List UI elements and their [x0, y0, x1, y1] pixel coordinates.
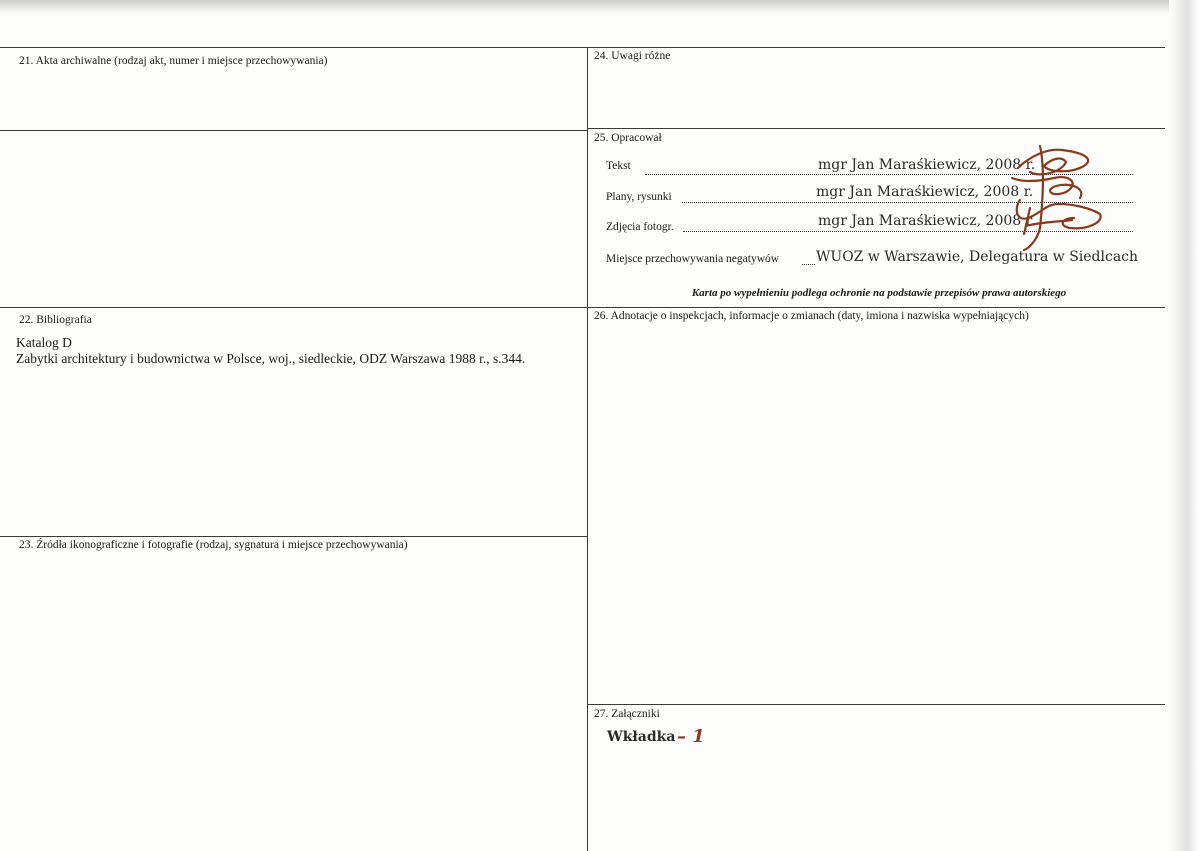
- section-21-title: 21. Akta archiwalne (rodzaj akt, numer i miejsce przechowywania): [19, 55, 328, 67]
- attachment-label: Wkładka: [607, 729, 676, 745]
- value-tekst: mgr Jan Maraśkiewicz, 2008 r.: [818, 157, 1036, 173]
- signature-scribble: [1000, 138, 1110, 258]
- section-27-title: 27. Załączniki: [594, 708, 660, 720]
- page-edge: [1169, 0, 1199, 851]
- section-23-title: 23. Źródła ikonograficzne i fotografie (rodzaj, sygnatura i miejsce przechowywania): [19, 539, 408, 551]
- divider-middle: [0, 307, 1165, 308]
- bibliography-line-2: Zabytki architektury i budownictwa w Polsce, woj., siedleckie, ODZ Warszawa 1988 r., s.344.: [16, 351, 526, 366]
- value-negatywy: WUOZ w Warszawie, Delegatura w Siedlcach: [816, 249, 1139, 265]
- row-label-negatywy: Miejsce przechowywania negatywów: [606, 253, 780, 265]
- section-24-title: 24. Uwagi różne: [594, 50, 671, 62]
- value-zdjecia: mgr Jan Maraśkiewicz, 2008 r.: [818, 213, 1036, 229]
- divider-24: [587, 128, 1165, 129]
- column-divider: [587, 47, 588, 851]
- row-label-plany: Plany, rysunki: [606, 191, 672, 203]
- bibliography-line-1: Katalog D: [16, 335, 72, 350]
- attachment-count: – 1: [677, 726, 705, 747]
- section-25-title: 25. Opracował: [594, 132, 662, 144]
- divider-23: [0, 536, 587, 537]
- copyright-note: Karta po wypełnieniu podlega ochronie na podstawie przepisów prawa autorskiego: [691, 287, 1067, 299]
- section-26-title: 26. Adnotacje o inspekcjach, informacje o zmianach (daty, imiona i nazwiska wypełniających): [594, 310, 1029, 322]
- section-22-title: 22. Bibliografia: [19, 314, 92, 326]
- divider-21: [0, 130, 587, 131]
- row-label-zdjecia: Zdjęcia fotogr.: [606, 221, 674, 233]
- scan-shadow: [0, 0, 1199, 14]
- value-plany: mgr Jan Maraśkiewicz, 2008 r.: [816, 184, 1034, 200]
- top-border: [0, 47, 1165, 48]
- row-label-tekst: Tekst: [606, 160, 631, 172]
- divider-27: [587, 704, 1165, 705]
